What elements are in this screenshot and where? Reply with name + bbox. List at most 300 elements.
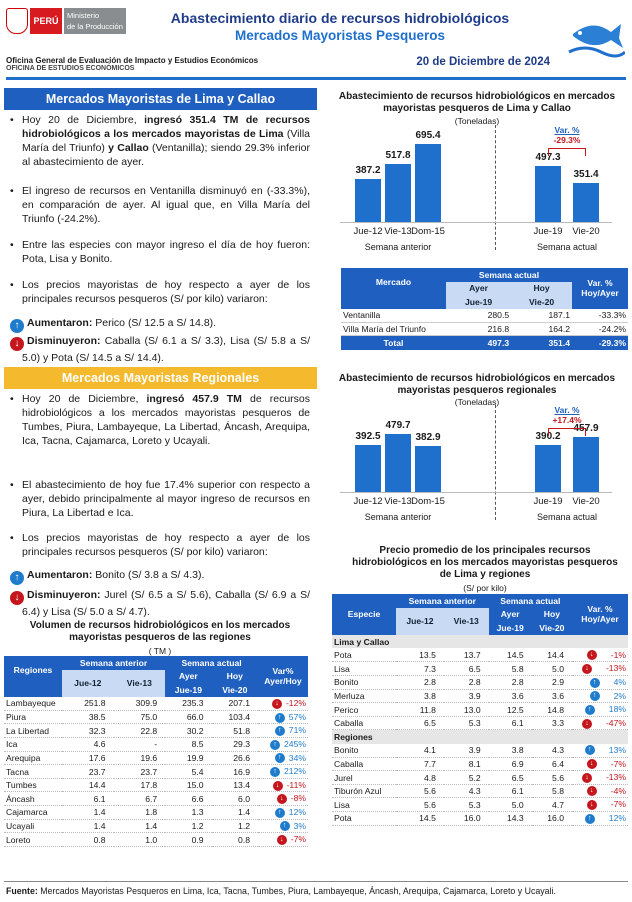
var-cell	[258, 710, 308, 724]
table-cell: 13.0	[463, 704, 481, 715]
table-row	[341, 309, 628, 323]
text: 2%	[613, 690, 626, 701]
table-cell: Piura	[6, 712, 27, 723]
chart2-unit: (Toneladas)	[454, 397, 500, 407]
regions-table-unit: ( TM )	[148, 646, 172, 656]
text: 12%	[288, 806, 306, 817]
text: Var. %	[554, 405, 580, 415]
arrow-down-icon: ↓	[587, 759, 597, 769]
table-cell: 1.4	[238, 807, 250, 818]
text: (Ventanilla); siendo 29.3% inferior al abastecimiento de ayer.	[22, 142, 310, 168]
table-cell: 103.4	[228, 712, 250, 723]
table-cell: 5.6	[552, 772, 564, 783]
table-cell: 16.0	[463, 813, 481, 824]
table-cell: Tacna	[6, 766, 29, 777]
table-cell: 19.9	[186, 752, 204, 763]
arrow-down-icon: ↓	[273, 781, 283, 791]
var-cell	[572, 716, 628, 730]
th-var: Var% Ayer/Hoy	[258, 656, 308, 697]
tick-label: Jue-19	[533, 496, 563, 507]
table-cell: Merluza	[334, 690, 365, 701]
var-cell	[572, 757, 628, 771]
table-cell: 3.8	[511, 745, 524, 756]
table-cell: 4.3	[468, 786, 481, 797]
table-cell: 3.9	[468, 690, 481, 701]
text: Aumentaron:	[27, 569, 93, 581]
table-cell: 6.5	[511, 772, 524, 783]
text: Var. %	[554, 125, 580, 135]
table-cell: 251.8	[84, 698, 106, 709]
text: -1%	[610, 649, 626, 660]
tick-label: Jue-12	[353, 226, 383, 237]
th-hoy: Hoy	[511, 282, 572, 296]
table-row	[332, 689, 628, 703]
data-label: 351.4	[573, 168, 599, 180]
reg-up	[14, 568, 310, 585]
group-label: Lima y Callao	[332, 635, 628, 649]
table-cell: 3.6	[511, 690, 524, 701]
text: de recursos hidrobiológicos a los mercados mayoristas pesqueros de Tumbes, Piura, Lambayeque, La Libertad, Áncash, Arequipa, Ica, Tacna, Cajamarca, Loreto y Ucayali.	[22, 393, 310, 447]
text: Fuente:	[6, 886, 38, 896]
table-cell: 309.9	[135, 698, 158, 709]
chart-bar	[415, 446, 441, 492]
text: 18%	[608, 704, 626, 715]
table-cell: Caballa	[334, 718, 364, 729]
reg-bullet-2: • El abastecimiento de hoy fue 17.4% superior con respecto a ayer, debido principalmente al mayor ingreso de recursos en Piura, La Libertad e Ica.	[10, 479, 310, 519]
table-cell: Perico	[334, 704, 359, 715]
arrow-down-icon: ↓	[277, 794, 287, 804]
th-blank	[341, 295, 446, 309]
table-cell: Total	[383, 338, 404, 349]
footer-divider	[4, 881, 628, 882]
prices-table-title: Precio promedio de los principales recursos hidrobiológicos en los mercados mayoristas pesqueros de Lima y regiones	[352, 545, 618, 580]
text: Los precios mayoristas de hoy respecto a ayer de los principales recursos pesqueros (S/ por kilo) variaron:	[22, 532, 310, 558]
arrow-down-icon: ↓	[277, 835, 287, 845]
text: 3%	[293, 820, 306, 831]
var-cell	[572, 703, 628, 717]
table-cell: 6.1	[511, 786, 524, 797]
table-cell: Tiburón Azul	[334, 786, 382, 797]
table-cell: 5.0	[511, 799, 524, 810]
var-cell	[572, 798, 628, 812]
arrow-up-icon: ↑	[275, 753, 285, 763]
reg-down	[14, 588, 310, 619]
tick-label: Jue-12	[353, 496, 383, 507]
table-cell: 3.8	[423, 690, 436, 701]
table-cell: Pota	[334, 813, 352, 824]
th-c2: Vie-13	[444, 608, 489, 635]
arrow-up-icon: ↑	[585, 745, 595, 755]
table-cell: 5.3	[468, 718, 481, 729]
arrow-down-icon: ↓	[587, 786, 597, 796]
table-cell: 1.4	[93, 820, 106, 831]
table-cell: 497.3	[487, 338, 510, 349]
text: 12%	[608, 812, 626, 823]
th-ayer: Ayer	[489, 608, 532, 622]
table-cell: Ucayali	[6, 820, 35, 831]
table-cell: 1.4	[145, 820, 158, 831]
tick-label: Vie-20	[572, 496, 600, 507]
tick-label: Dom-15	[411, 226, 445, 237]
table-cell: 3.9	[468, 745, 481, 756]
text: 245%	[284, 738, 306, 749]
table-cell: Lambayeque	[6, 698, 56, 709]
text: Hoy 20 de Diciembre,	[22, 114, 145, 126]
table-cell: 2.8	[468, 677, 481, 688]
table-row	[332, 703, 628, 717]
table-cell: 75.0	[140, 712, 158, 723]
table-cell: 15.0	[186, 780, 204, 791]
text: -7%	[610, 758, 626, 769]
lima-bullet-4: • Los precios mayoristas de hoy respecto a ayer de los principales recursos pesqueros (S/ por kilo) variaron:	[10, 279, 310, 305]
group-label: Semana anterior	[364, 512, 432, 522]
table-cell: 26.6	[233, 752, 250, 763]
text: -7%	[290, 834, 306, 845]
th-hoy: Hoy	[212, 670, 258, 684]
group-label: Semana actual	[536, 512, 598, 522]
th-sem-ant: Semana anterior	[396, 594, 489, 608]
table-row	[332, 716, 628, 730]
table-cell: 7.7	[423, 758, 436, 769]
table-row	[4, 806, 308, 820]
th-sem-ant: Semana anterior	[62, 656, 165, 670]
text: Jurel (S/ 6.5 a S/ 5.6), Caballa (S/ 6.9 a S/ 6.4) y Lisa (S/ 5.0 a S/ 4.7).	[22, 589, 310, 618]
text: El abastecimiento de hoy fue 17.4% superior con respecto a ayer, debido principalmente al mayor ingreso de recursos en Piura, La Libertad e Ica.	[22, 479, 310, 519]
tick-label: Dom-15	[411, 496, 445, 507]
data-label: 497.3	[535, 152, 561, 164]
regions-table-title: Volumen de recursos hidrobiológicos en los mercados mayoristas pesqueros de las regiones	[29, 620, 291, 643]
section-lima-title: Mercados Mayoristas de Lima y Callao	[4, 88, 317, 110]
text: Los precios mayoristas de hoy respecto a ayer de los principales recursos pesqueros (S/ por kilo) variaron:	[22, 279, 310, 305]
th-mercado: Mercado	[341, 268, 446, 295]
table-cell: 280.5	[446, 309, 511, 323]
table-cell: 11.8	[419, 704, 436, 715]
table-cell: 8.5	[191, 739, 204, 750]
var-cell	[572, 812, 628, 826]
var-cell	[258, 724, 308, 738]
table-row	[4, 710, 308, 724]
table-cell: 6.5	[468, 663, 481, 674]
th-d1: Jue-19	[446, 295, 511, 309]
var-cell	[258, 697, 308, 711]
th-sem-act: Semana actual	[165, 656, 258, 670]
table-cell: 2.8	[423, 677, 436, 688]
text: Hoy 20 de Diciembre,	[22, 393, 147, 405]
logo-ministry: Ministerio de la Producción	[64, 8, 126, 34]
office-sub: OFICINA DE ESTUDIOS ECONÓMICOS	[6, 65, 135, 72]
tick-label: Vie-13	[384, 226, 412, 237]
group-label: Semana anterior	[364, 242, 432, 252]
table-cell: 235.3	[182, 698, 204, 709]
var-cell	[572, 676, 628, 690]
table-cell: 164.2	[511, 322, 572, 336]
th-hoy: Hoy	[532, 608, 572, 622]
var-cell	[258, 738, 308, 752]
table-row	[332, 648, 628, 662]
tick-label: Jue-19	[533, 226, 563, 237]
data-label: 517.8	[385, 149, 411, 161]
table-row	[4, 833, 308, 847]
th-regions: Regiones	[4, 656, 62, 683]
text: -13%	[605, 663, 626, 674]
variation-badge	[539, 405, 595, 425]
arrow-up-icon: ↑	[10, 319, 24, 333]
data-label: 695.4	[415, 130, 441, 141]
data-label: 479.7	[385, 420, 411, 431]
table-cell: 1.2	[238, 820, 250, 831]
table-row	[4, 792, 308, 806]
table-cell: 5.0	[552, 663, 564, 674]
table-cell: 16.0	[547, 813, 564, 824]
variation-bracket	[548, 428, 586, 436]
th-c1: Jue-12	[62, 670, 114, 697]
table-row	[332, 798, 628, 812]
var-cell	[258, 778, 308, 792]
arrow-down-icon: ↓	[10, 591, 24, 605]
group-row	[332, 730, 628, 744]
table-row	[332, 662, 628, 676]
text: 4%	[613, 676, 626, 687]
table-cell: 0.8	[238, 834, 250, 845]
table-cell: 3.6	[552, 690, 564, 701]
table-cell: 32.3	[88, 725, 106, 736]
table-cell: 29.3	[233, 739, 250, 750]
table-cell: Caballa	[334, 758, 364, 769]
text: -8%	[290, 793, 306, 804]
table-row	[4, 697, 308, 711]
table-row	[332, 784, 628, 798]
logo-country: PERÚ	[30, 8, 62, 34]
table-cell: 2.8	[511, 677, 524, 688]
chart-bar	[573, 183, 599, 222]
text: Caballa (S/ 6.1 a S/ 3.3), Lisa (S/ 5.8 a S/ 5.0) y Pota (S/ 14.5 a S/ 14.4).	[22, 335, 310, 364]
th-blank	[4, 683, 62, 697]
text: 13%	[608, 744, 626, 755]
arrow-up-icon: ↑	[275, 713, 285, 723]
text: 212%	[284, 766, 306, 777]
table-row	[4, 765, 308, 779]
var-cell	[572, 744, 628, 758]
table-cell: Áncash	[6, 793, 35, 804]
chart-divider	[495, 405, 496, 520]
table-cell: Villa María del Triunfo	[341, 322, 446, 336]
table-cell: 12.5	[506, 704, 524, 715]
table-cell: 187.1	[511, 309, 572, 323]
th-sem-act: Semana actual	[446, 268, 572, 282]
table-cell: 13.7	[463, 649, 481, 660]
chart1-unit: (Toneladas)	[454, 116, 500, 126]
text: -12%	[285, 697, 306, 708]
table-row	[4, 819, 308, 833]
arrow-down-icon: ↓	[582, 773, 592, 783]
chart-baseline	[340, 222, 612, 223]
table-cell: 0.8	[93, 834, 106, 845]
page-title: Abastecimiento diario de recursos hidrobiológicos	[170, 10, 510, 26]
text: Entre las especies con mayor ingreso el día de hoy fueron: Pota, Lisa y Bonito.	[22, 239, 310, 265]
arrow-up-icon: ↑	[275, 726, 285, 736]
table-cell: 4.8	[423, 772, 436, 783]
table-cell: 51.8	[233, 725, 250, 736]
th-c4: Vie-20	[532, 621, 572, 635]
table-cell: 14.4	[88, 780, 106, 791]
text: (Villa María del Triunfo)	[22, 128, 310, 154]
table-cell: Tumbes	[6, 780, 37, 791]
text: -7%	[610, 799, 626, 810]
table-row	[332, 744, 628, 758]
table-cell: -24.2%	[572, 322, 628, 336]
table-cell: 17.6	[88, 752, 106, 763]
arrow-down-icon: ↓	[587, 650, 597, 660]
variation-bracket	[548, 148, 586, 156]
arrow-down-icon: ↓	[582, 664, 592, 674]
text: -29.3%	[553, 135, 581, 145]
chart-bar	[355, 179, 381, 222]
table-cell: 6.4	[552, 758, 564, 769]
table-cell: 1.8	[145, 807, 158, 818]
table-cell: 5.4	[191, 766, 204, 777]
table-cell: 1.3	[191, 807, 204, 818]
table-cell: 5.8	[511, 663, 524, 674]
text: 57%	[288, 711, 306, 722]
th-ayer: Ayer	[446, 282, 511, 296]
table-cell: 13.5	[419, 649, 436, 660]
text: ingresó 351.4 TM de recursos hidrobiológicos a los mercados mayoristas de Lima	[22, 114, 310, 140]
th-var: Var. % Hoy/Ayer	[572, 594, 628, 635]
table-cell: 216.8	[446, 322, 511, 336]
th-d2: Vie-20	[511, 295, 572, 309]
text: -47%	[605, 717, 626, 728]
arrow-down-icon: ↓	[10, 337, 24, 351]
lima-down	[14, 334, 310, 365]
arrow-down-icon: ↓	[587, 800, 597, 810]
table-cell: 6.7	[145, 793, 158, 804]
section-regional-title: Mercados Mayoristas Regionales	[4, 367, 317, 389]
table-cell: -29.3%	[598, 338, 626, 349]
office-name: Oficina General de Evaluación de Impacto y Estudios Económicos	[6, 56, 259, 65]
table-cell: 351.4	[548, 338, 570, 349]
lima-bullet-1: • Hoy 20 de Diciembre, ingresó 351.4 TM de recursos hidrobiológicos a los mercados mayoristas de Lima (Villa María del Triunfo) y Callao (Ventanilla); siendo 29.3% inferior al abastecimiento de ayer.	[10, 114, 310, 168]
chart-bar	[415, 144, 441, 222]
chart-bar	[573, 437, 599, 492]
chart-divider	[495, 125, 496, 250]
table-cell: 30.2	[186, 725, 204, 736]
table-cell: 14.5	[506, 649, 524, 660]
table-cell: 5.2	[468, 772, 481, 783]
text: -4%	[610, 785, 626, 796]
table-cell: 14.3	[506, 813, 524, 824]
table-cell: 4.6	[93, 739, 106, 750]
table-cell: 14.4	[547, 649, 564, 660]
chart-bar	[385, 164, 411, 222]
table-cell: 13.4	[233, 780, 250, 791]
arrow-up-icon: ↑	[270, 740, 280, 750]
data-label: 382.9	[415, 431, 441, 443]
group-row	[332, 635, 628, 649]
arrow-down-icon: ↓	[582, 719, 592, 729]
table-row	[4, 738, 308, 752]
chart1-area	[330, 125, 628, 263]
text: Disminuyeron:	[27, 589, 101, 601]
table-cell: 5.3	[468, 799, 481, 810]
text: ingresó 457.9 TM	[146, 393, 242, 405]
text: +17.4%	[552, 415, 582, 425]
table-cell: 5.8	[552, 786, 564, 797]
table-cell: 8.1	[468, 758, 481, 769]
chart2-area	[330, 405, 628, 535]
group-label: Regiones	[332, 730, 628, 744]
table-cell: Bonito	[334, 745, 359, 756]
lima-bullet-3: • Entre las especies con mayor ingreso el día de hoy fueron: Pota, Lisa y Bonito.	[10, 239, 310, 265]
table-cell: 4.1	[423, 745, 436, 756]
table-cell: 207.1	[228, 698, 250, 709]
table-cell: Pota	[334, 649, 352, 660]
table-cell: Lisa	[334, 799, 350, 810]
text: 71%	[288, 725, 306, 736]
fish-logo-icon	[565, 14, 625, 58]
table-cell: 19.6	[140, 752, 158, 763]
chart-baseline	[340, 492, 612, 493]
table-cell: 6.5	[423, 718, 436, 729]
table-cell: 4.3	[552, 745, 564, 756]
arrow-up-icon: ↑	[585, 705, 595, 715]
th-c1: Jue-12	[396, 608, 444, 635]
table-cell: 14.8	[547, 704, 564, 715]
table-cell: Loreto	[6, 834, 31, 845]
var-cell	[572, 689, 628, 703]
table-row	[332, 771, 628, 785]
table-cell: Ica	[6, 739, 18, 750]
prices-table-unit: (S/ por kilo)	[463, 583, 507, 593]
var-cell	[258, 806, 308, 820]
logo	[6, 8, 126, 36]
th-especie: Especie	[332, 594, 396, 635]
prices-table	[332, 594, 628, 826]
tick-label: Vie-13	[384, 496, 412, 507]
report-date: 20 de Diciembre de 2024	[416, 56, 550, 68]
var-cell	[258, 819, 308, 833]
lima-bullet-2: • El ingreso de recursos en Ventanilla disminuyó en (-33.3%), en comparación de ayer. Al igual que, en Villa María del Triunfo (-24.2%).	[10, 185, 310, 225]
table-cell: 1.2	[191, 820, 204, 831]
chart1-title: Abastecimiento de recursos hidrobiológicos en mercados mayoristas pesqueros de Lima y Callao	[338, 91, 616, 114]
var-cell	[572, 662, 628, 676]
table-cell: 66.0	[186, 712, 204, 723]
table-row	[332, 757, 628, 771]
th-c3: Jue-19	[165, 683, 211, 697]
var-cell	[258, 833, 308, 847]
text: 34%	[288, 752, 306, 763]
th-ayer: Ayer	[165, 670, 211, 684]
text: -13%	[605, 772, 626, 783]
data-label: 457.9	[573, 422, 599, 434]
th-c3: Jue-19	[489, 621, 532, 635]
table-row	[332, 812, 628, 826]
table-cell: La Libertad	[6, 725, 50, 736]
table-cell: 2.9	[552, 677, 564, 688]
data-label: 392.5	[355, 430, 381, 442]
table-cell: -33.3%	[572, 309, 628, 323]
table-cell: 22.8	[140, 725, 158, 736]
arrow-up-icon: ↑	[10, 571, 24, 585]
table-cell: 23.7	[88, 766, 106, 777]
table-cell: Lisa	[334, 663, 350, 674]
th-sem-act: Semana actual	[489, 594, 572, 608]
regions-table	[4, 656, 308, 847]
chart-bar	[355, 445, 381, 492]
arrow-up-icon: ↑	[280, 821, 290, 831]
reg-bullet-3: • Los precios mayoristas de hoy respecto a ayer de los principales recursos pesqueros (S/ por kilo) variaron:	[10, 532, 310, 558]
lima-up	[14, 316, 310, 333]
table-cell: 0.9	[191, 834, 204, 845]
